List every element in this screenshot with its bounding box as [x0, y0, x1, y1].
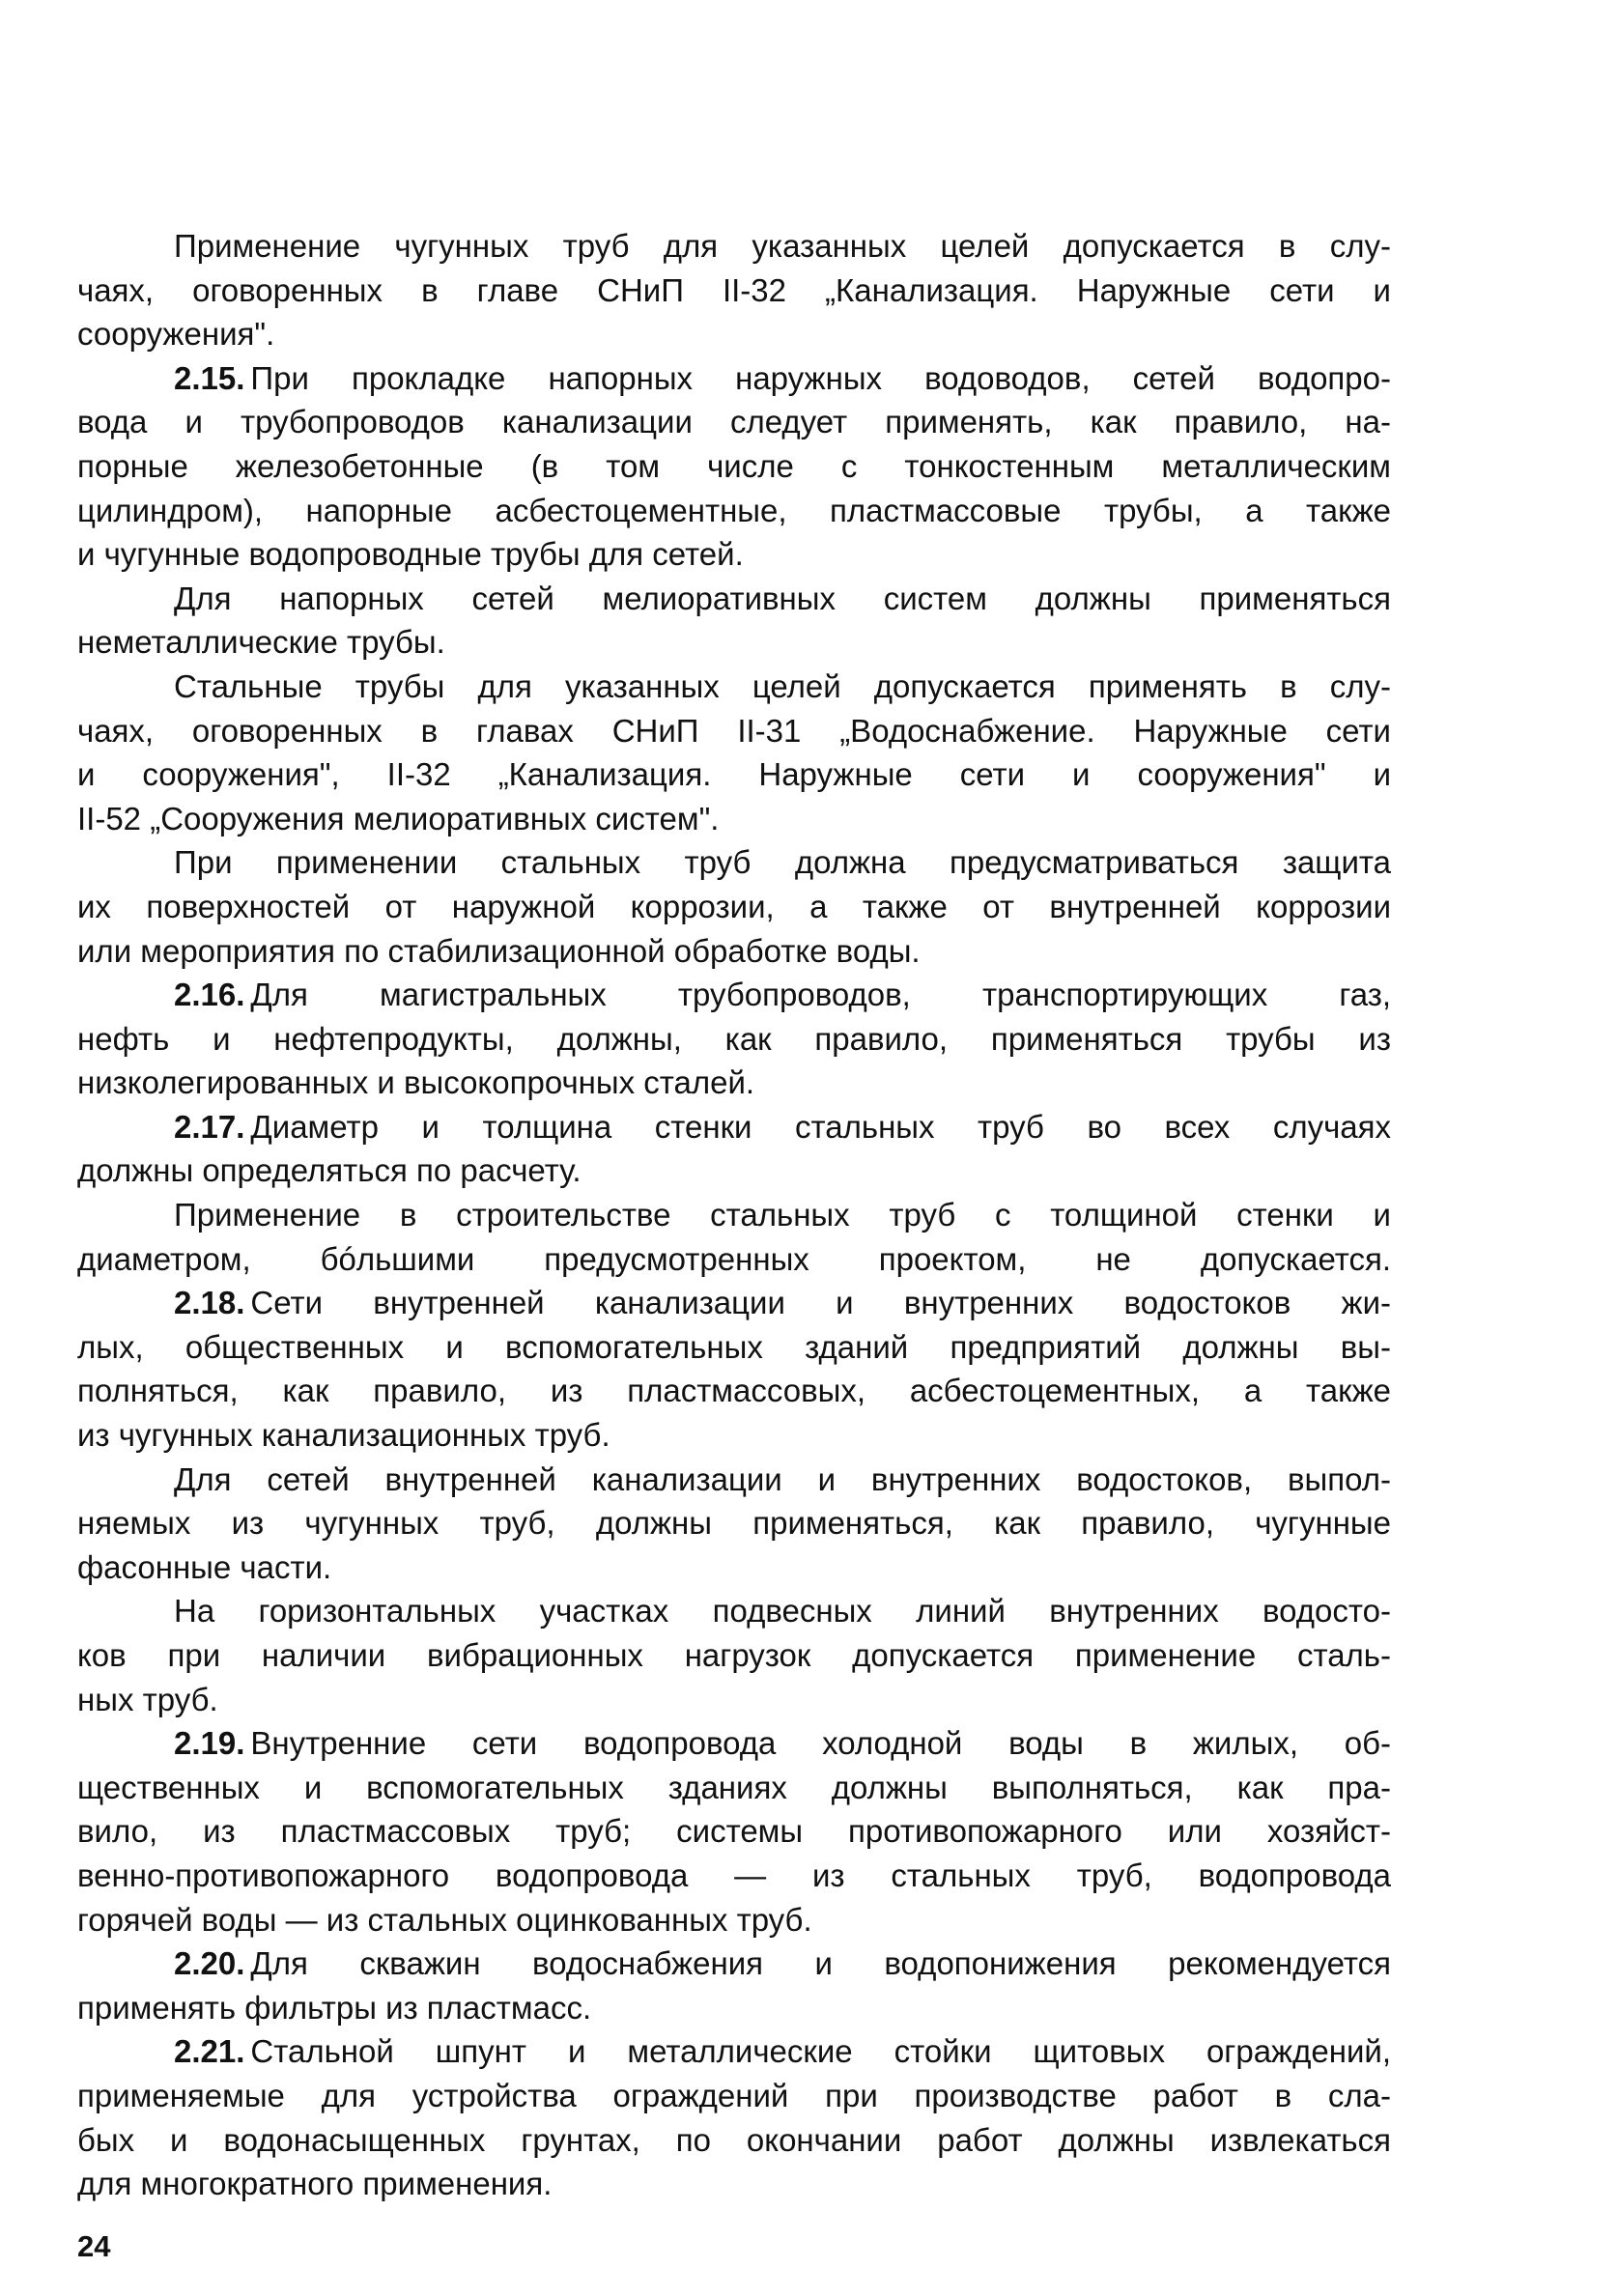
text-line: [77, 1237, 1391, 1282]
text-line: [77, 840, 1391, 885]
page-number: 24: [77, 2229, 111, 2263]
text-line: [77, 577, 1391, 621]
line-text: При применении стальных труб должна предусматриваться защита: [174, 844, 1391, 881]
text-line: [77, 1501, 1391, 1545]
line-text: ков при наличии вибрационных нагрузок допускается применение сталь-: [77, 1637, 1391, 1673]
line-text: или мероприятия по стабилизационной обработке воды.: [77, 932, 921, 969]
line-text: порные железобетонные (в том числе с тонкостенным металлическим: [77, 447, 1391, 484]
text-line: [77, 1148, 1391, 1193]
clause-number: 2.21.: [174, 2033, 245, 2070]
line-text: должны определяться по расчету.: [77, 1152, 582, 1189]
line-text: и чугунные водопроводные трубы для сетей.: [77, 536, 744, 573]
text-line: [77, 1281, 1391, 1325]
line-text: Диаметр и толщина стенки стальных труб во всех случаях: [250, 1108, 1391, 1145]
text-line: [77, 665, 1391, 709]
line-text: применяемые для устройства ограждений при производстве работ в сла-: [77, 2077, 1391, 2113]
text-line: [77, 224, 1391, 269]
line-text: чаях, оговоренных в главе СНиП II-32 „Канализация. Наружные сети и: [77, 271, 1391, 308]
text-line: [77, 973, 1391, 1017]
text-line: [77, 1589, 1391, 1633]
clause-number: 2.19.: [174, 1725, 245, 1762]
text-line: [77, 1017, 1391, 1062]
text-line: [77, 752, 1391, 797]
text-line: [77, 2118, 1391, 2163]
line-text: Применение чугунных труб для указанных целей допускается в слу-: [174, 228, 1391, 264]
line-text: Сети внутренней канализации и внутренних водостоков жи-: [250, 1285, 1391, 1321]
line-text: Для сетей внутренней канализации и внутренних водостоков, выпол-: [174, 1460, 1391, 1497]
text-line: [77, 400, 1391, 444]
text-line: [77, 1721, 1391, 1766]
line-text: Стальные трубы для указанных целей допускается применять в слу-: [174, 667, 1391, 704]
text-line: [77, 1193, 1391, 1237]
text-line: [77, 1105, 1391, 1149]
line-text: цилиндром), напорные асбестоцементные, пластмассовые трубы, а также: [77, 492, 1391, 528]
line-text: низколегированных и высокопрочных сталей.: [77, 1064, 755, 1101]
line-text: бых и водонасыщенных грунтах, по окончании работ должны извлекаться: [77, 2121, 1391, 2158]
line-text: вода и трубопроводов канализации следует применять, как правило, на-: [77, 404, 1391, 440]
text-line: [77, 1633, 1391, 1678]
text-line: [77, 1413, 1391, 1458]
line-text: чаях, оговоренных в главах СНиП II-31 „Водоснабжение. Наружные сети: [77, 712, 1391, 749]
text-line: [77, 444, 1391, 489]
text-line: [77, 709, 1391, 753]
line-text: ных труб.: [77, 1681, 218, 1717]
text-line: [77, 1809, 1391, 1854]
text-line: [77, 2162, 1391, 2206]
line-text: Применение в строительстве стальных труб с толщиной стенки и: [174, 1197, 1391, 1233]
text-line: [77, 797, 1391, 841]
line-text: Стальной шпунт и металлические стойки щитовых ограждений,: [250, 2033, 1391, 2070]
text-line: [77, 489, 1391, 533]
text-line: [77, 929, 1391, 974]
clause-number: 2.16.: [174, 977, 245, 1013]
line-text: полняться, как правило, из пластмассовых, асбестоцементных, а также: [77, 1373, 1391, 1409]
line-text: их поверхностей от наружной коррозии, а также от внутренней коррозии: [77, 888, 1391, 924]
text-line: [77, 1325, 1391, 1370]
line-text: вило, из пластмассовых труб; системы противопожарного или хозяйст-: [77, 1813, 1391, 1850]
text-line: [77, 620, 1391, 665]
line-text: из чугунных канализационных труб.: [77, 1417, 610, 1454]
clause-number: 2.17.: [174, 1108, 245, 1145]
line-text: для многократного применения.: [77, 2166, 553, 2202]
text-line: [77, 1854, 1391, 1898]
clause-number: 2.15.: [174, 359, 245, 396]
text-line: [77, 1061, 1391, 1105]
line-text: сооружения".: [77, 316, 275, 353]
text-line: [77, 1986, 1391, 2030]
text-line: [77, 1898, 1391, 1942]
text-line: [77, 2074, 1391, 2118]
line-text: Для магистральных трубопроводов, транспортирующих газ,: [250, 977, 1391, 1013]
line-text: неметаллические трубы.: [77, 624, 445, 661]
text-line: [77, 1766, 1391, 1810]
line-text: щественных и вспомогательных зданиях должны выполняться, как пра-: [77, 1769, 1391, 1805]
text-line: [77, 1369, 1391, 1413]
line-text: При прокладке напорных наружных водоводов, сетей водопро-: [250, 359, 1391, 396]
clause-number: 2.20.: [174, 1945, 245, 1982]
line-text: диаметром, бóльшими предусмотренных проектом, не допускается.: [77, 1240, 1391, 1277]
line-text: Для напорных сетей мелиоративных систем должны применяться: [174, 580, 1391, 616]
line-text: фасонные части.: [77, 1548, 332, 1585]
line-text: Внутренние сети водопровода холодной воды в жилых, об-: [250, 1725, 1391, 1762]
line-text: и сооружения", II-32 „Канализация. Наружные сети и сооружения" и: [77, 756, 1391, 793]
text-line: [77, 1458, 1391, 1502]
line-text: применять фильтры из пластмасс.: [77, 1989, 592, 2026]
text-line: [77, 1942, 1391, 1986]
text-line: [77, 885, 1391, 929]
line-text: венно-противопожарного водопровода — из стальных труб, водопровода: [77, 1857, 1391, 1893]
text-line: [77, 1678, 1391, 1722]
line-text: горячей воды — из стальных оцинкованных труб.: [77, 1901, 812, 1938]
line-text: Для скважин водоснабжения и водопонижения рекомендуется: [250, 1945, 1391, 1982]
line-text: II-52 „Сооружения мелиоративных систем".: [77, 800, 720, 836]
text-line: [77, 2029, 1391, 2074]
line-text: нефть и нефтепродукты, должны, как правило, применяться трубы из: [77, 1020, 1391, 1057]
text-line: [77, 356, 1391, 401]
line-text: На горизонтальных участках подвесных линий внутренних водосто-: [174, 1593, 1391, 1630]
text-line: [77, 1545, 1391, 1590]
text-line: [77, 312, 1391, 356]
page-body: [77, 224, 1391, 2206]
line-text: лых, общественных и вспомогательных зданий предприятий должны вы-: [77, 1328, 1391, 1365]
text-line: [77, 269, 1391, 313]
text-line: [77, 532, 1391, 577]
clause-number: 2.18.: [174, 1285, 245, 1321]
line-text: няемых из чугунных труб, должны применяться, как правило, чугунные: [77, 1505, 1391, 1542]
